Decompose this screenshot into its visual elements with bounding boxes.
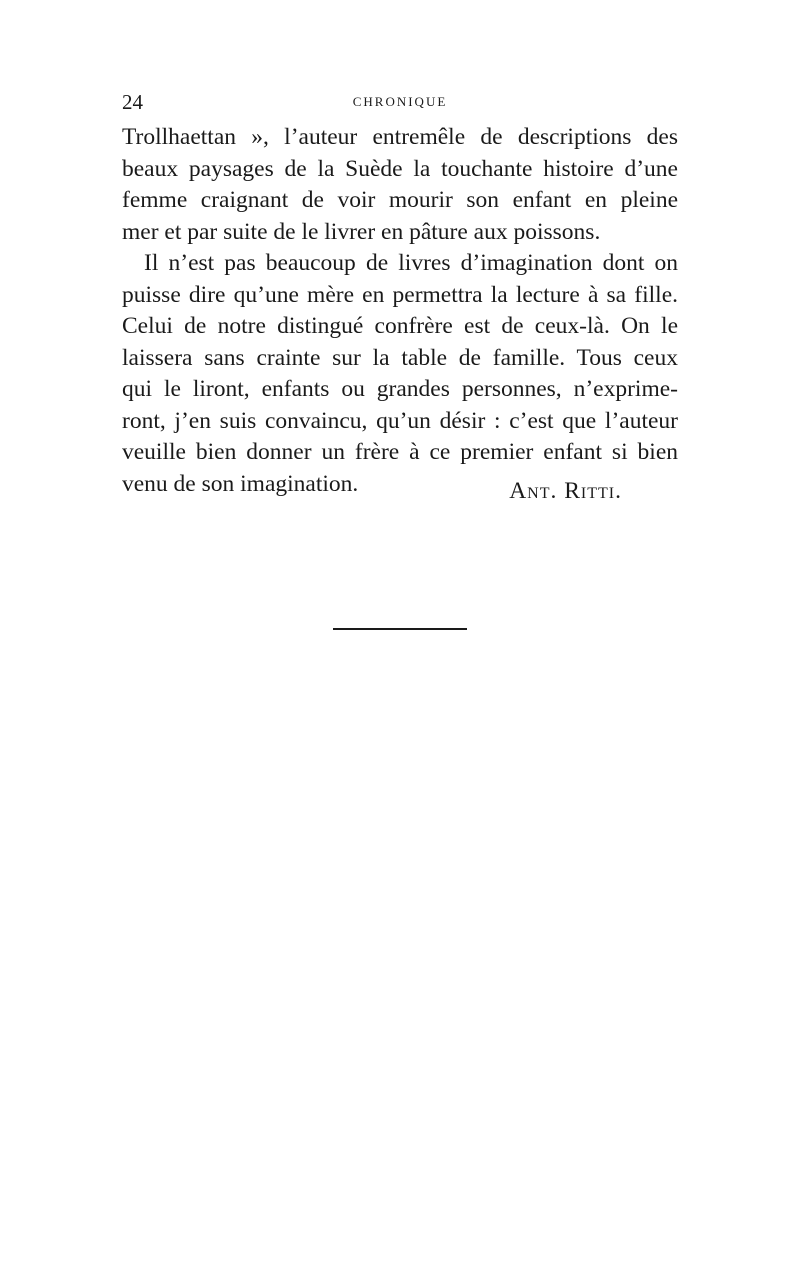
text-line: beaux paysages de la Suède la touchante histoire d’une xyxy=(122,155,678,182)
body-text xyxy=(122,122,678,500)
section-divider xyxy=(333,628,467,630)
text-line: Celui de notre distingué confrère est de ceux-là. On le xyxy=(122,313,678,339)
running-title: CHRONIQUE xyxy=(352,94,448,109)
text-line: femme craignant de voir mourir son enfant en pleine xyxy=(122,187,678,213)
text-line: veuille bien donner un frère à ce premier enfant si bien xyxy=(122,439,678,465)
text-line: laissera sans crainte sur la table de famille. Tous ceux xyxy=(122,344,678,371)
page-number: 24 xyxy=(122,90,143,114)
text-line: ront, j’en suis convaincu, qu’un désir : c’est que l’auteur xyxy=(122,407,678,434)
text-line: puisse dire qu’une mère en permettra la lecture à sa fille. xyxy=(122,281,678,308)
text-line: qui le liront, enfants ou grandes personnes, n’exprime- xyxy=(122,376,678,402)
text-line: venu de son imagination. xyxy=(122,470,359,497)
text-line: Trollhaettan », l’auteur entremêle de descriptions des xyxy=(122,124,678,150)
author-signature: Ant. Ritti. xyxy=(509,478,622,504)
text-line: Il n’est pas beaucoup de livres d’imagination dont on xyxy=(144,250,678,276)
text-line: mer et par suite de le livrer en pâture aux poissons. xyxy=(122,218,601,245)
running-head xyxy=(122,90,678,114)
